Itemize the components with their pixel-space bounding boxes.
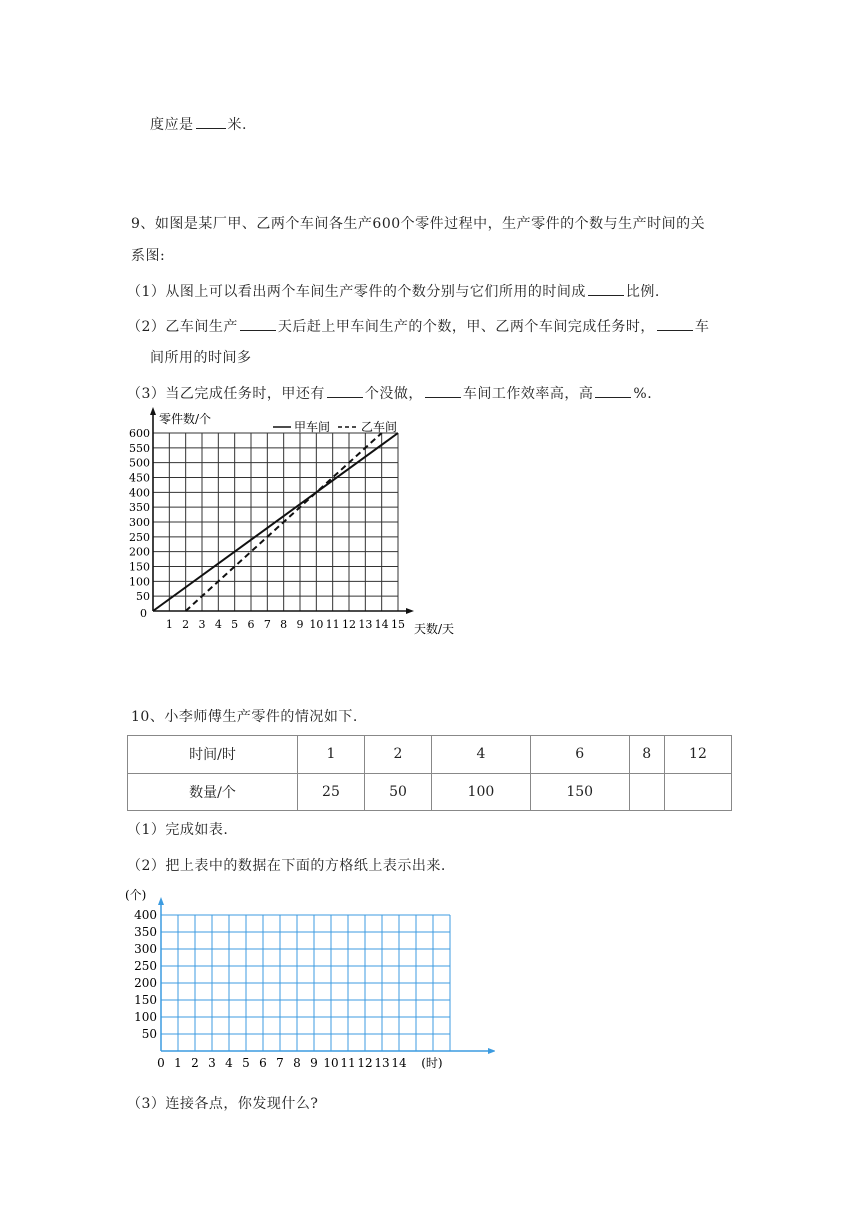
table-cell-empty[interactable] bbox=[664, 773, 731, 811]
y-tick-label: 400 bbox=[129, 486, 150, 500]
x-tick-label: 6 bbox=[259, 1056, 267, 1070]
y-tick-label: 350 bbox=[129, 501, 150, 515]
y-axis-arrow bbox=[158, 897, 164, 905]
table-cell: 50 bbox=[364, 773, 431, 811]
x-tick-label: 11 bbox=[325, 618, 340, 631]
q8-answer-blank[interactable] bbox=[196, 114, 226, 129]
q9-part2-text-b: 天后赶上甲车间生产的个数，甲、乙两个车间完成任务时， bbox=[277, 319, 655, 335]
q10-part3: （3）连接各点，你发现什么? bbox=[127, 1096, 319, 1112]
q9-part3 bbox=[127, 383, 652, 404]
x-tick-label: 14 bbox=[374, 618, 389, 631]
table-cell: 8 bbox=[629, 736, 664, 774]
table-cell-empty[interactable] bbox=[629, 773, 664, 811]
y-tick-label: 150 bbox=[134, 993, 157, 1007]
q9-part2-text-a: （2）乙车间生产 bbox=[127, 319, 238, 335]
x-axis-title: (时) bbox=[421, 1056, 443, 1070]
q9-part2-blank1[interactable] bbox=[240, 316, 276, 331]
q9-part3-text-a: （3）当乙完成任务时，甲还有 bbox=[127, 386, 325, 402]
table-cell: 100 bbox=[432, 773, 531, 811]
y-tick-label: 100 bbox=[129, 575, 150, 589]
q9-part2-text-c: 车 bbox=[694, 319, 710, 335]
q9-part1-text: （1）从图上可以看出两个车间生产零件的个数分别与它们所用的时间成 bbox=[127, 284, 586, 300]
x-tick-label: 9 bbox=[296, 618, 304, 631]
q9-part1-tail: 比例. bbox=[625, 284, 660, 300]
x-tick-label: 3 bbox=[208, 1056, 216, 1070]
table-cell: 1 bbox=[297, 736, 364, 774]
table-cell: 时间/时 bbox=[128, 736, 298, 774]
q9-part2-blank2[interactable] bbox=[657, 316, 693, 331]
x-tick-label: 7 bbox=[276, 1056, 284, 1070]
table-cell: 数量/个 bbox=[128, 773, 298, 811]
legend-label: 甲车间 bbox=[294, 420, 331, 434]
x-tick-label: 1 bbox=[174, 1056, 182, 1070]
y-tick-label: 100 bbox=[134, 1010, 157, 1024]
legend-label: 乙车间 bbox=[361, 420, 398, 434]
x-tick-label: 13 bbox=[358, 618, 373, 631]
x-tick-label: 2 bbox=[191, 1056, 199, 1070]
y-axis-title: (个) bbox=[125, 888, 147, 902]
y-axis-title: 零件数/个 bbox=[159, 412, 212, 426]
q9-part3-text-d: %. bbox=[633, 386, 653, 402]
table-cell: 25 bbox=[297, 773, 364, 811]
table-cell: 4 bbox=[432, 736, 531, 774]
x-tick-label: 11 bbox=[340, 1056, 356, 1070]
y-tick-label: 450 bbox=[129, 471, 150, 485]
table-cell: 150 bbox=[530, 773, 629, 811]
y-tick-label: 50 bbox=[141, 1027, 157, 1041]
table-cell: 6 bbox=[530, 736, 629, 774]
q9-part3-text-b: 个没做， bbox=[364, 386, 423, 402]
y-tick-label: 550 bbox=[129, 441, 150, 455]
y-tick-label: 250 bbox=[129, 530, 150, 544]
x-tick-label: 8 bbox=[280, 618, 288, 631]
x-axis-arrow bbox=[488, 1048, 495, 1054]
q9-part3-text-c: 车间工作效率高，高 bbox=[462, 386, 594, 402]
x-tick-label: 10 bbox=[309, 618, 324, 631]
q9-part1 bbox=[127, 281, 660, 302]
x-tick-label: 1 bbox=[165, 618, 173, 631]
q9-part3-blank3[interactable] bbox=[595, 383, 631, 398]
x-axis-arrow bbox=[406, 608, 414, 614]
y-axis-arrow bbox=[150, 407, 156, 415]
q8-answer-line bbox=[150, 114, 247, 135]
table-cell: 12 bbox=[664, 736, 731, 774]
q8-text-before: 度应是 bbox=[150, 117, 194, 133]
y-tick-label: 600 bbox=[129, 427, 150, 440]
y-tick-label: 150 bbox=[129, 560, 150, 574]
x-tick-label: 0 bbox=[157, 1056, 165, 1070]
q9-part3-blank1[interactable] bbox=[327, 383, 363, 398]
q8-text-after: 米. bbox=[227, 117, 247, 133]
table-cell: 2 bbox=[364, 736, 431, 774]
q9-stem-line2: 系图: bbox=[131, 248, 166, 264]
x-tick-label: 9 bbox=[310, 1056, 318, 1070]
x-tick-label: 6 bbox=[247, 618, 255, 631]
y-tick-label: 200 bbox=[134, 976, 157, 990]
q10-part2: （2）把上表中的数据在下面的方格纸上表示出来. bbox=[127, 858, 446, 874]
table-row-time bbox=[128, 736, 732, 774]
y-tick-label: 250 bbox=[134, 959, 157, 973]
x-tick-label: 4 bbox=[214, 618, 222, 631]
y-tick-label: 200 bbox=[129, 545, 150, 559]
x-tick-label: 14 bbox=[391, 1056, 407, 1070]
x-tick-label: 15 bbox=[391, 618, 405, 631]
y-tick-label: 50 bbox=[136, 590, 150, 604]
x-tick-label: 5 bbox=[231, 618, 239, 631]
q9-part3-blank2[interactable] bbox=[425, 383, 461, 398]
y-tick-label: 400 bbox=[134, 908, 157, 922]
y-tick-label: 500 bbox=[129, 456, 150, 470]
x-tick-label: 3 bbox=[198, 618, 206, 631]
origin-label: 0 bbox=[140, 607, 147, 620]
y-tick-label: 300 bbox=[129, 516, 150, 529]
workshop-line-chart bbox=[125, 405, 475, 640]
x-tick-label: 13 bbox=[374, 1056, 390, 1070]
x-tick-label: 10 bbox=[323, 1056, 339, 1070]
q10-stem: 10、小李师傅生产零件的情况如下. bbox=[131, 709, 358, 725]
q9-part2 bbox=[127, 316, 709, 337]
q10-part1: （1）完成如表. bbox=[127, 822, 229, 838]
x-axis-title: 天数/天 bbox=[414, 622, 455, 636]
production-table bbox=[127, 735, 732, 811]
x-tick-label: 2 bbox=[182, 618, 190, 631]
x-tick-label: 12 bbox=[357, 1056, 373, 1070]
x-tick-label: 8 bbox=[293, 1056, 301, 1070]
x-tick-label: 4 bbox=[225, 1056, 233, 1070]
x-tick-label: 5 bbox=[242, 1056, 250, 1070]
x-tick-label: 7 bbox=[263, 618, 271, 631]
x-tick-label: 12 bbox=[342, 618, 356, 631]
q9-stem-line1: 9、如图是某厂甲、乙两个车间各生产600个零件过程中，生产零件的个数与生产时间的关 bbox=[131, 216, 706, 232]
grid-paper-chart[interactable] bbox=[125, 885, 495, 1080]
q9-part1-blank[interactable] bbox=[588, 281, 624, 296]
y-tick-label: 300 bbox=[134, 942, 157, 956]
table-row-quantity bbox=[128, 773, 732, 811]
q9-part2-line2: 间所用的时间多 bbox=[150, 350, 252, 366]
y-tick-label: 350 bbox=[134, 925, 157, 939]
